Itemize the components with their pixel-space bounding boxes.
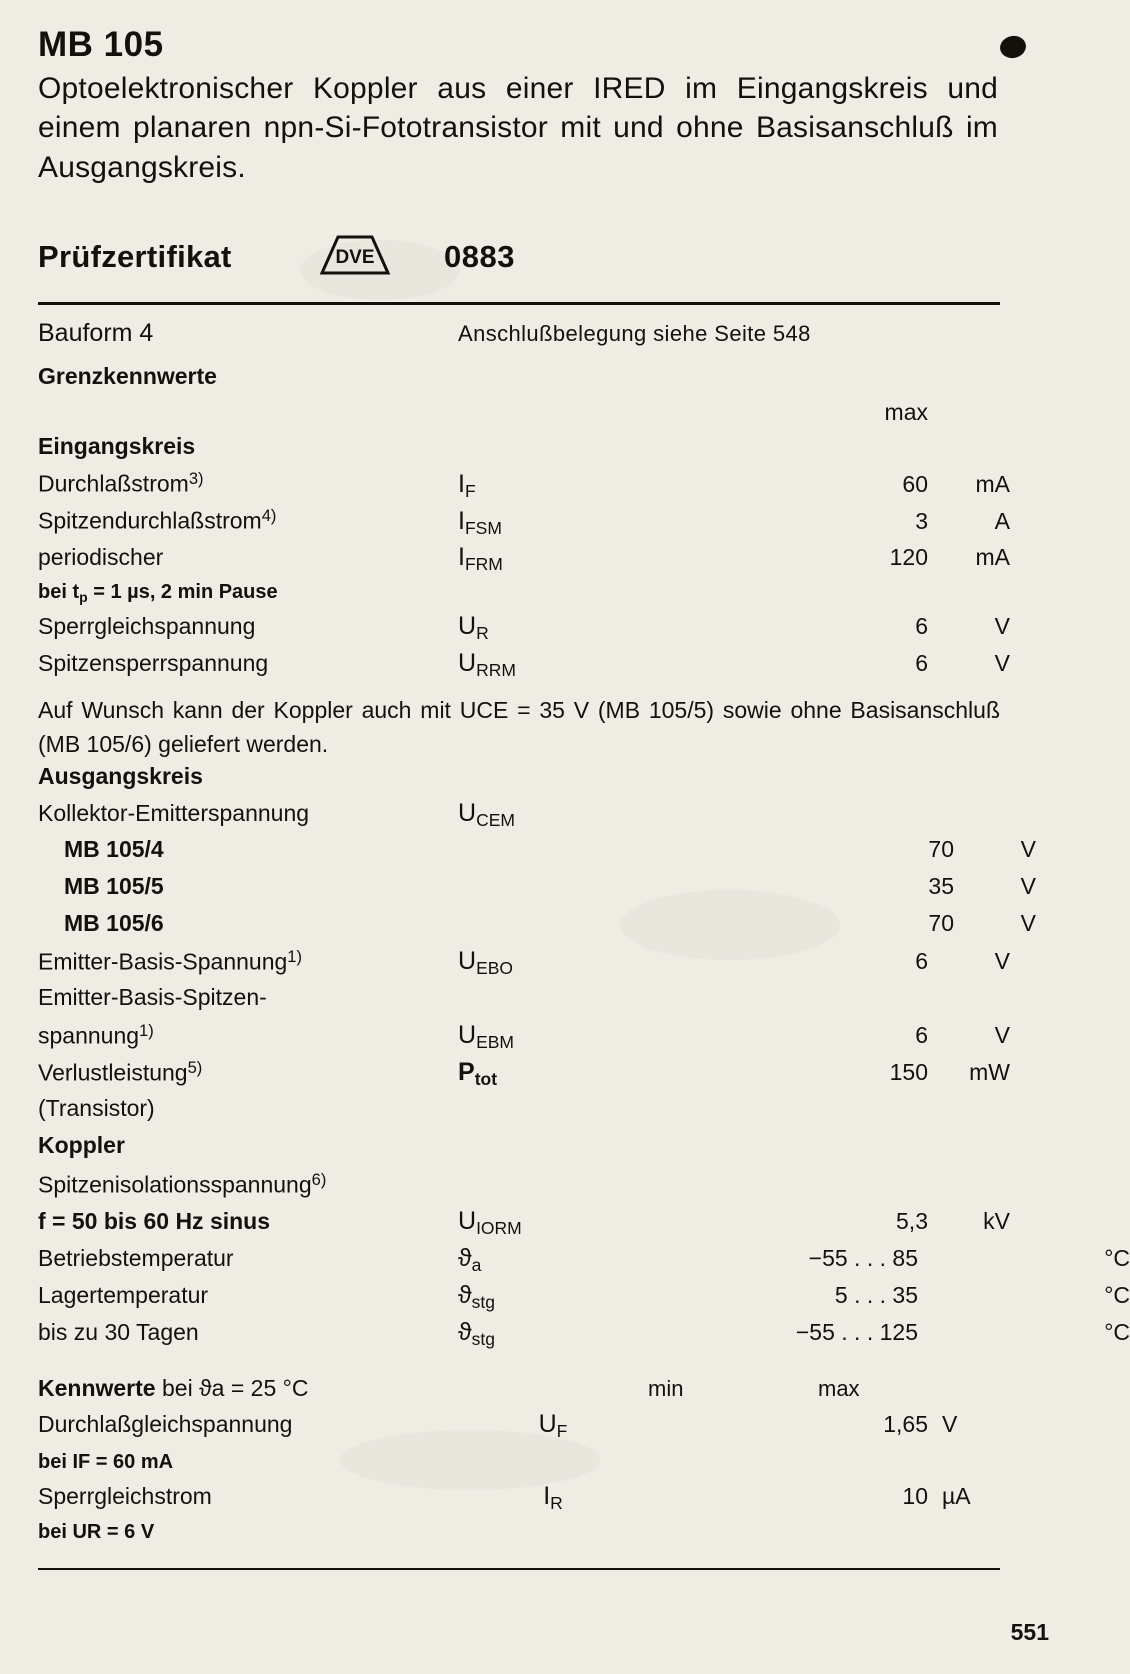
- row-unit: mA: [975, 544, 1010, 571]
- table-row: [38, 1522, 1000, 1554]
- row-label: (Transistor): [38, 1094, 155, 1121]
- table-row: [38, 946, 1010, 986]
- page-title: MB 105: [38, 25, 164, 64]
- pinout-note: Anschlußbelegung siehe Seite 548: [458, 321, 811, 347]
- row-symbol: $ϑ_{stg}$: [458, 1280, 496, 1312]
- row-label: Durchlaßgleichspannung: [38, 1410, 293, 1437]
- max-header-row: [38, 401, 1000, 435]
- row-symbol: $ϑ_{stg}$: [458, 1317, 496, 1349]
- table-row: [38, 909, 1036, 949]
- row-label: Spitzendurchlaßstrom$^{4)}$: [38, 506, 277, 534]
- table-row: [38, 1206, 1010, 1246]
- table-row: [38, 1094, 1000, 1134]
- row-max: 60: [902, 470, 928, 497]
- row-label: MB 105/5: [64, 872, 164, 899]
- row-max: 70: [928, 909, 954, 936]
- eingangskreis-heading-row: [38, 435, 1000, 471]
- row-unit: V: [1020, 872, 1036, 899]
- specs-body: [38, 319, 1130, 1554]
- row-label: MB 105/4: [64, 835, 164, 862]
- row-unit: kV: [983, 1207, 1010, 1234]
- row-label: Sperrgleichspannung: [38, 613, 256, 640]
- row-max: 10: [902, 1482, 928, 1509]
- certificate-number: 0883: [444, 239, 515, 275]
- grenzkennwerte-heading: Grenzkennwerte: [38, 363, 217, 390]
- row-symbol: $I_{FSM}$: [458, 506, 502, 538]
- bauform-label: Bauform 4: [38, 319, 154, 348]
- row-label: Kollektor-Emitterspannung: [38, 799, 310, 826]
- row-unit: mW: [969, 1059, 1010, 1086]
- row-symbol: $P_{tot}$: [458, 1058, 498, 1090]
- certificate-row: [38, 230, 1048, 284]
- table-row: [38, 469, 1010, 508]
- row-unit: V: [942, 1410, 958, 1437]
- row-symbol: $I_R$: [543, 1481, 563, 1513]
- row-unit: V: [994, 650, 1010, 677]
- table-row: [38, 506, 1010, 545]
- row-unit: V: [1020, 835, 1036, 862]
- row-label: Spitzensperrspannung: [38, 650, 269, 677]
- row-label: Durchlaßstrom$^{3)}$: [38, 469, 204, 497]
- optional-variant-note: Auf Wunsch kann der Koppler auch mit UCE = 35 V (MB 105/5) sowie ohne Basisanschluß (MB 105/6) geliefert werden.: [38, 697, 1000, 757]
- kennwerte-label: Kennwerte bei ϑa = 25 °C: [38, 1374, 309, 1401]
- row-symbol: $U_{EBO}$: [458, 947, 514, 979]
- table-row: [38, 1169, 1000, 1209]
- section-eingangskreis: Eingangskreis: [38, 433, 196, 460]
- section-koppler: Koppler: [38, 1131, 125, 1158]
- row-unit: °C: [1104, 1244, 1130, 1271]
- row-unit: V: [994, 948, 1010, 975]
- koppler-heading-row: [38, 1131, 1000, 1172]
- row-symbol: $U_F$: [538, 1409, 568, 1441]
- table-row: [38, 1243, 1130, 1283]
- row-label: Lagertemperatur: [38, 1281, 209, 1308]
- table-row: [38, 1317, 1130, 1357]
- row-max: 150: [889, 1059, 928, 1086]
- row-unit: V: [994, 1022, 1010, 1049]
- row-symbol: $U_{IORM}$: [458, 1206, 522, 1238]
- row-max: 6: [915, 613, 928, 640]
- row-unit: µA: [942, 1482, 971, 1509]
- row-label: Sperrgleichstrom: [38, 1482, 212, 1509]
- row-unit: °C: [1104, 1281, 1130, 1308]
- row-label: spannung$^{1)}$: [38, 1020, 154, 1049]
- row-range: −55 . . . 85: [808, 1244, 918, 1271]
- section-ausgangskreis: Ausgangskreis: [38, 762, 203, 789]
- row-symbol: $U_{EBM}$: [458, 1021, 514, 1053]
- product-description: Optoelektronischer Koppler aus einer IRED im Eingangskreis und einem planaren npn-Si-Fototransistor mit und ohne Basisanschluß im Ausgangskreis.: [38, 71, 998, 185]
- row-label: Emitter-Basis-Spitzen-: [38, 983, 267, 1010]
- header-divider: [38, 302, 1000, 305]
- pause-note: bei $t_p = 1$ µs, 2 min Pause: [38, 581, 278, 606]
- row-unit: °C: [1104, 1318, 1130, 1345]
- row-max: 6: [915, 1022, 928, 1049]
- row-max: 1,65: [883, 1410, 928, 1437]
- table-row: [38, 649, 1010, 688]
- row-max: 70: [928, 835, 954, 862]
- grenzkennwerte-heading-row: [38, 365, 1000, 401]
- max-column-header-2: max: [818, 1375, 860, 1401]
- bauform-row: [38, 321, 1000, 365]
- row-label: Emitter-Basis-Spannung$^{1)}$: [38, 946, 303, 975]
- row-symbol: $I_F$: [458, 469, 476, 501]
- row-max: 6: [915, 948, 928, 975]
- table-row: [38, 612, 1010, 651]
- table-row: [38, 1057, 1010, 1097]
- svg-text:DVE: DVE: [335, 247, 375, 269]
- footer-divider: [38, 1568, 1000, 1570]
- min-column-header: min: [648, 1375, 684, 1401]
- row-max: 120: [889, 544, 928, 571]
- table-row: [38, 1020, 1010, 1060]
- table-row: [38, 983, 1000, 1023]
- row-symbol: $U_{RRM}$: [458, 649, 516, 681]
- row-max: 35: [928, 872, 954, 899]
- row-max: 3: [915, 507, 928, 534]
- pause-note-row: [38, 582, 1000, 614]
- table-row: [38, 1481, 1000, 1522]
- row-unit: A: [994, 507, 1010, 534]
- table-row: [38, 798, 1000, 838]
- row-condition: bei UR = 6 V: [38, 1520, 155, 1543]
- row-symbol: $I_{FRM}$: [458, 543, 503, 575]
- row-label: periodischer: [38, 544, 164, 571]
- row-symbol: $ϑ_a$: [458, 1243, 482, 1275]
- page-number: 551: [1010, 1619, 1049, 1645]
- ausgangskreis-heading-row: [38, 762, 1000, 801]
- table-row: [38, 1452, 1000, 1484]
- row-condition: bei IF = 60 mA: [38, 1450, 174, 1473]
- table-row: [38, 543, 1010, 582]
- row-range: 5 . . . 35: [834, 1281, 918, 1308]
- row-label: Verlustleistung$^{5)}$: [38, 1057, 203, 1086]
- row-label: MB 105/6: [64, 909, 164, 936]
- row-symbol: $U_{CEM}$: [458, 798, 515, 830]
- row-label: Betriebstemperatur: [38, 1244, 234, 1271]
- row-unit: V: [994, 613, 1010, 640]
- table-row: [38, 1280, 1130, 1320]
- row-label: f = 50 bis 60 Hz sinus: [38, 1207, 271, 1234]
- row-unit: mA: [975, 470, 1010, 497]
- row-range: −55 . . . 125: [795, 1318, 918, 1345]
- certificate-label: Prüfzertifikat: [38, 239, 232, 275]
- row-symbol: $U_R$: [458, 612, 489, 644]
- row-max: 5,3: [896, 1207, 928, 1234]
- row-unit: V: [1020, 909, 1036, 936]
- table-row: [38, 1409, 1000, 1452]
- table-row: [38, 872, 1036, 912]
- max-column-header: max: [884, 399, 928, 426]
- table-row: [38, 835, 1036, 875]
- row-label: Spitzenisolationsspannung$^{6)}$: [38, 1169, 327, 1198]
- kennwerte-header-row: [38, 1374, 1000, 1401]
- row-label: bis zu 30 Tagen: [38, 1318, 199, 1345]
- vde-badge-icon: [318, 233, 392, 281]
- row-max: 6: [915, 650, 928, 677]
